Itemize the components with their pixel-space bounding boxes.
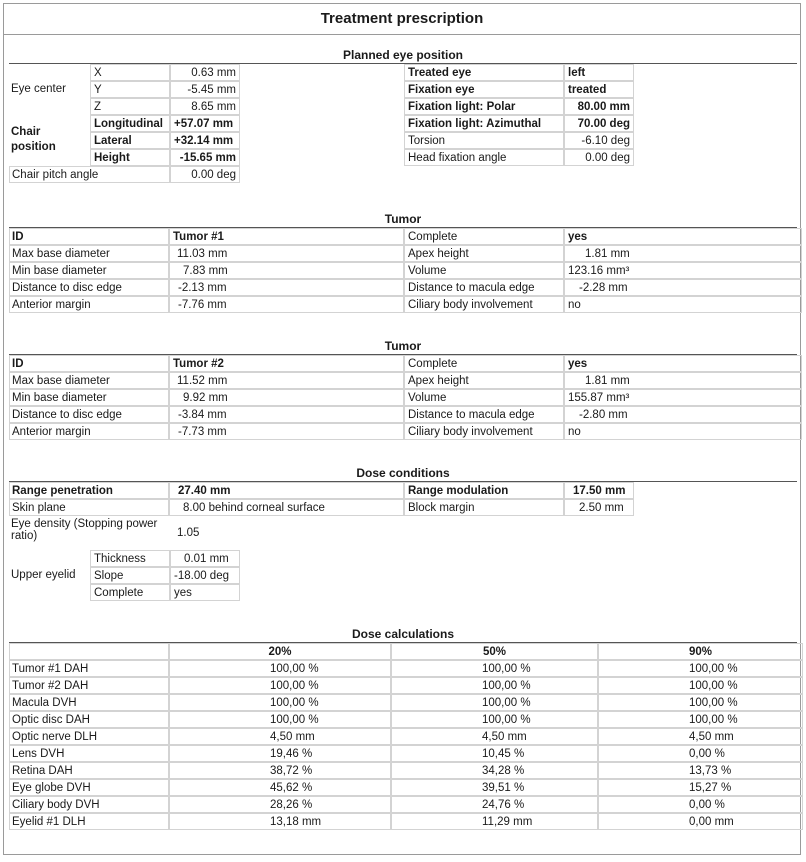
planned-eye-position-section [9, 47, 797, 189]
dose-cell-v20: 100,00 % [169, 660, 391, 677]
tumor-2-id-value: Tumor #2 [169, 355, 404, 372]
dose-row-label: Eyelid #1 DLH [9, 813, 169, 830]
tumor-2-ciliary-value: no [564, 423, 802, 440]
slope-label: Slope [90, 567, 170, 584]
tumor-2-volume-label: Volume [404, 389, 564, 406]
tumor-2-disc-edge-label: Distance to disc edge [9, 406, 169, 423]
tumor-2-apex-value: 1.81 mm [564, 372, 802, 389]
eyelid-complete-label: Complete [90, 584, 170, 601]
fixation-azimuthal-label: Fixation light: Azimuthal [404, 115, 564, 132]
z-value: 8.65 mm [170, 98, 240, 115]
dose-row-label: Lens DVH [9, 745, 169, 762]
skin-plane-label: Skin plane [9, 499, 169, 516]
range-penetration-label: Range penetration [9, 482, 169, 499]
tumor-1-ciliary-value: no [564, 296, 802, 313]
tumor-2-heading: Tumor [9, 338, 797, 355]
dose-row-label: Optic disc DAH [9, 711, 169, 728]
head-fixation-value: 0.00 deg [564, 149, 634, 166]
fixation-eye-label: Fixation eye [404, 81, 564, 98]
tumor-2-apex-label: Apex height [404, 372, 564, 389]
tumor-1-apex-label: Apex height [404, 245, 564, 262]
tumor-2-max-base-value: 11.52 mm [169, 372, 404, 389]
longitudinal-label: Longitudinal [90, 115, 170, 132]
dose-cell-v90: 0,00 mm [598, 813, 803, 830]
dose-cell-v90: 13,73 % [598, 762, 803, 779]
z-label: Z [90, 98, 170, 115]
tumor-1-id-label: ID [9, 228, 169, 245]
tumor-1-volume-value: 123.16 mm³ [564, 262, 802, 279]
tumor-2-section [9, 338, 797, 443]
tumor-2-min-base-label: Min base diameter [9, 389, 169, 406]
skin-plane-value: 8.00 behind corneal surface [169, 499, 404, 516]
dose-cell-v90: 100,00 % [598, 711, 803, 728]
range-modulation-value: 17.50 mm [564, 482, 634, 499]
eye-density-value: 1.05 [177, 527, 200, 539]
eye-density-label: Eye density (Stopping power ratio) [11, 518, 158, 542]
fixation-polar-label: Fixation light: Polar [404, 98, 564, 115]
dose-column-header: 50% [391, 643, 598, 660]
dose-cell-v50: 39,51 % [391, 779, 598, 796]
block-margin-value: 2.50 mm [564, 499, 634, 516]
lateral-label: Lateral [90, 132, 170, 149]
dose-row-label: Tumor #1 DAH [9, 660, 169, 677]
dose-column-header: 20% [169, 643, 391, 660]
tumor-1-id-value: Tumor #1 [169, 228, 404, 245]
torsion-label: Torsion [404, 132, 564, 149]
dose-row-label: Macula DVH [9, 694, 169, 711]
tumor-1-disc-edge-label: Distance to disc edge [9, 279, 169, 296]
dose-cell-v50: 11,29 mm [391, 813, 598, 830]
tumor-2-complete-value: yes [564, 355, 802, 372]
height-value: -15.65 mm [170, 149, 240, 166]
tumor-2-macula-edge-value: -2.80 mm [564, 406, 802, 423]
dose-row-label: Ciliary body DVH [9, 796, 169, 813]
dose-cell-v90: 100,00 % [598, 694, 803, 711]
thickness-label: Thickness [90, 550, 170, 567]
dose-row-label: Eye globe DVH [9, 779, 169, 796]
tumor-1-min-base-label: Min base diameter [9, 262, 169, 279]
x-label: X [90, 64, 170, 81]
tumor-1-complete-label: Complete [404, 228, 564, 245]
tumor-1-apex-value: 1.81 mm [564, 245, 802, 262]
upper-eyelid-label: Upper eyelid [11, 569, 76, 581]
dose-row-label: Tumor #2 DAH [9, 677, 169, 694]
tumor-2-complete-label: Complete [404, 355, 564, 372]
tumor-1-volume-label: Volume [404, 262, 564, 279]
dose-cell-v90: 100,00 % [598, 660, 803, 677]
y-label: Y [90, 81, 170, 98]
fixation-azimuthal-value: 70.00 deg [564, 115, 634, 132]
dose-conditions-heading: Dose conditions [9, 465, 797, 482]
y-value: -5.45 mm [170, 81, 240, 98]
dose-cell-v20: 4,50 mm [169, 728, 391, 745]
dose-cell-v20: 19,46 % [169, 745, 391, 762]
tumor-2-anterior-label: Anterior margin [9, 423, 169, 440]
tumor-1-max-base-label: Max base diameter [9, 245, 169, 262]
dose-cell-v90: 4,50 mm [598, 728, 803, 745]
tumor-2-volume-value: 155.87 mm³ [564, 389, 802, 406]
tumor-1-heading: Tumor [9, 211, 797, 228]
dose-cell-v50: 4,50 mm [391, 728, 598, 745]
tumor-1-anterior-value: -7.76 mm [169, 296, 404, 313]
dose-column-header: 90% [598, 643, 803, 660]
dose-cell-v20: 13,18 mm [169, 813, 391, 830]
treated-eye-label: Treated eye [404, 64, 564, 81]
dose-cell-v20: 28,26 % [169, 796, 391, 813]
tumor-1-min-base-value: 7.83 mm [169, 262, 404, 279]
longitudinal-value: +57.07 mm [170, 115, 240, 132]
range-penetration-value: 27.40 mm [169, 482, 404, 499]
tumor-1-disc-edge-value: -2.13 mm [169, 279, 404, 296]
tumor-2-macula-edge-label: Distance to macula edge [404, 406, 564, 423]
chair-pitch-label: Chair pitch angle [9, 166, 170, 183]
tumor-1-ciliary-label: Ciliary body involvement [404, 296, 564, 313]
dose-conditions-section [9, 465, 797, 605]
x-value: 0.63 mm [170, 64, 240, 81]
dose-cell-v20: 45,62 % [169, 779, 391, 796]
tumor-1-section [9, 211, 797, 316]
tumor-2-ciliary-label: Ciliary body involvement [404, 423, 564, 440]
dose-cell-v90: 100,00 % [598, 677, 803, 694]
document-title: Treatment prescription [4, 4, 800, 35]
dose-cell-v20: 38,72 % [169, 762, 391, 779]
dose-header-blank [9, 643, 169, 660]
dose-cell-v50: 100,00 % [391, 677, 598, 694]
block-margin-label: Block margin [404, 499, 564, 516]
tumor-1-macula-edge-value: -2.28 mm [564, 279, 802, 296]
range-modulation-label: Range modulation [404, 482, 564, 499]
tumor-1-macula-edge-label: Distance to macula edge [404, 279, 564, 296]
eyelid-complete-value: yes [170, 584, 240, 601]
dose-row-label: Optic nerve DLH [9, 728, 169, 745]
dose-cell-v20: 100,00 % [169, 677, 391, 694]
slope-value: -18.00 deg [170, 567, 240, 584]
dose-cell-v90: 0,00 % [598, 796, 803, 813]
tumor-1-max-base-value: 11.03 mm [169, 245, 404, 262]
tumor-2-id-label: ID [9, 355, 169, 372]
tumor-2-disc-edge-value: -3.84 mm [169, 406, 404, 423]
height-label: Height [90, 149, 170, 166]
tumor-1-complete-value: yes [564, 228, 802, 245]
dose-cell-v50: 34,28 % [391, 762, 598, 779]
dose-cell-v20: 100,00 % [169, 711, 391, 728]
dose-cell-v90: 0,00 % [598, 745, 803, 762]
tumor-2-max-base-label: Max base diameter [9, 372, 169, 389]
dose-cell-v20: 100,00 % [169, 694, 391, 711]
treated-eye-value: left [564, 64, 634, 81]
lateral-value: +32.14 mm [170, 132, 240, 149]
dose-cell-v50: 100,00 % [391, 711, 598, 728]
tumor-2-min-base-value: 9.92 mm [169, 389, 404, 406]
treatment-prescription-document [3, 3, 801, 855]
torsion-value: -6.10 deg [564, 132, 634, 149]
dose-cell-v90: 15,27 % [598, 779, 803, 796]
tumor-1-anterior-label: Anterior margin [9, 296, 169, 313]
dose-calculations-heading: Dose calculations [9, 626, 797, 643]
dose-cell-v50: 100,00 % [391, 660, 598, 677]
dose-cell-v50: 24,76 % [391, 796, 598, 813]
dose-row-label: Retina DAH [9, 762, 169, 779]
planned-eye-position-heading: Planned eye position [9, 47, 797, 64]
chair-pitch-value: 0.00 deg [170, 166, 240, 183]
chair-position-label: Chair position [11, 126, 56, 153]
dose-cell-v50: 100,00 % [391, 694, 598, 711]
dose-calculations-section [9, 626, 797, 836]
eye-center-label: Eye center [11, 83, 66, 95]
head-fixation-label: Head fixation angle [404, 149, 564, 166]
tumor-2-anterior-value: -7.73 mm [169, 423, 404, 440]
fixation-eye-value: treated [564, 81, 634, 98]
fixation-polar-value: 80.00 mm [564, 98, 634, 115]
thickness-value: 0.01 mm [170, 550, 240, 567]
dose-cell-v50: 10,45 % [391, 745, 598, 762]
